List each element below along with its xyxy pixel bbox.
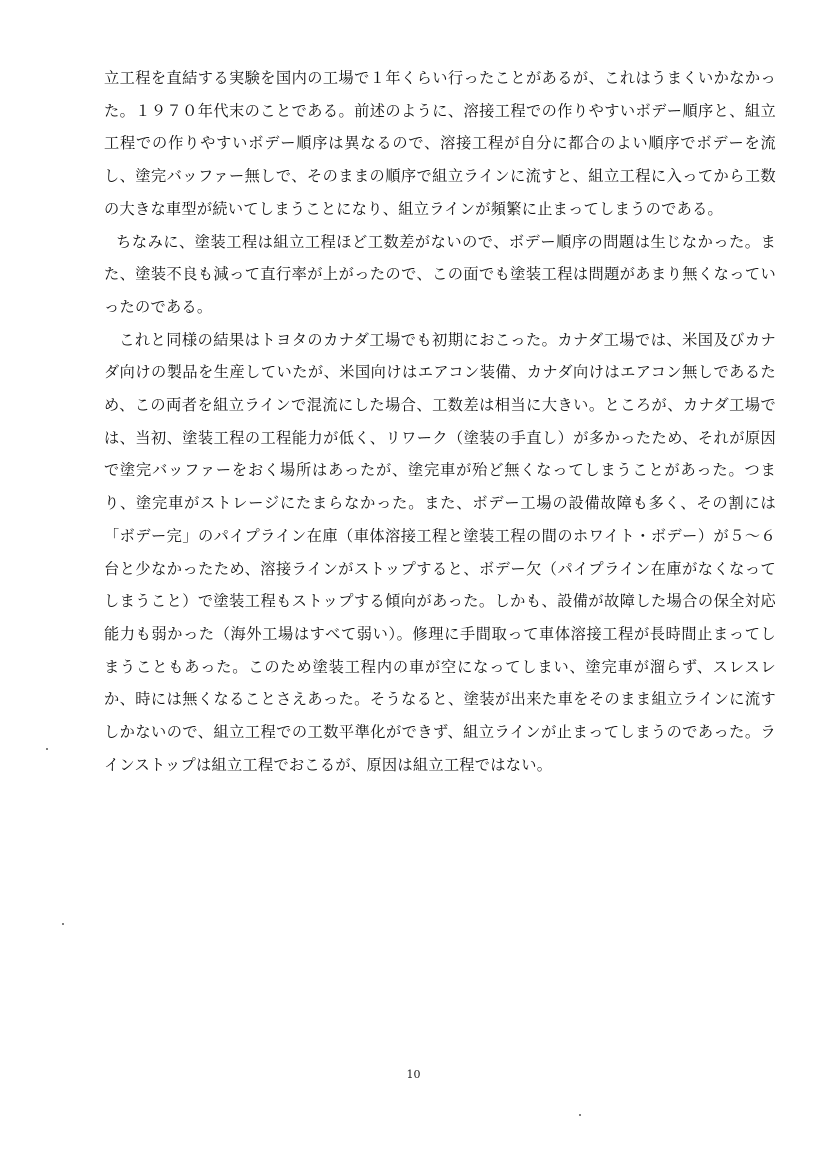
paragraph-continuation: 立工程を直結する実験を国内の工場で１年くらい行ったことがあるが、これはうまくいかなかった。１９７０年代末のことである。前述のように、溶接工程での作りやすいボデー順序と、組立工程での作りやすいボデー順序は異なるので、溶接工程が自分に都合のよい順序でボデーを流し、塗完バッファー無しで、そのままの順序で組立ラインに流すと、組立工程に入ってから工数の大きな車型が続いてしまうことになり、組立ラインが頻繁に止まってしまうのである。: [104, 69, 776, 218]
scan-speck: [46, 748, 48, 750]
page-number: 10: [406, 1068, 421, 1081]
scan-speck: [62, 923, 64, 925]
paragraph-canada-plant: これと同様の結果はトヨタのカナダ工場でも初期におこった。カナダ工場では、米国及びカナダ向けの製品を生産していたが、米国向けはエアコン装備、カナダ向けはエアコン無しであるため、この両者を組立ラインで混流にした場合、工数差は相当に大きい。ところが、カナダ工場では、当初、塗装工程の工程能力が低く、リワーク（塗装の手直し）が多かったため、それが原因で塗完バッファーをおく場所はあったが、塗完車が殆ど無くなってしまうことがあった。つまり、塗完車がストレージにたまらなかった。また、ボデー工場の設備故障も多く、その割には「ボデー完」のパイプライン在庫（車体溶接工程と塗装工程の間のホワイト・ボデー）が５～６台と少なかったため、溶接ラインがストップすると、ボデー欠（パイプライン在庫がなくなってしまうこと）で塗装工程もストップする傾向があった。しかも、設備が故障した場合の保全対応能力も弱かった（海外工場はすべて弱い）。修理に手間取って車体溶接工程が長時間止まってしまうこともあった。このため塗装工程内の車が空になってしまい、塗完車が溜らず、スレスレか、時には無くなることさえあった。そうなると、塗装が出来た車をそのまま組立ラインに流すしかないので、組立工程での工数平準化ができず、組立ラインが止まってしまうのであった。ラインストップは組立工程でおこるが、原因は組立工程ではない。: [104, 330, 776, 774]
scan-speck: [579, 1114, 581, 1116]
paragraph-painting-note: ちなみに、塗装工程は組立工程ほど工数差がないので、ボデー順序の問題は生じなかった。また、塗装不良も減って直行率が上がったので、この面でも塗装工程は問題があまり無くなっていったのである。: [104, 232, 776, 316]
body-text: [104, 62, 776, 781]
